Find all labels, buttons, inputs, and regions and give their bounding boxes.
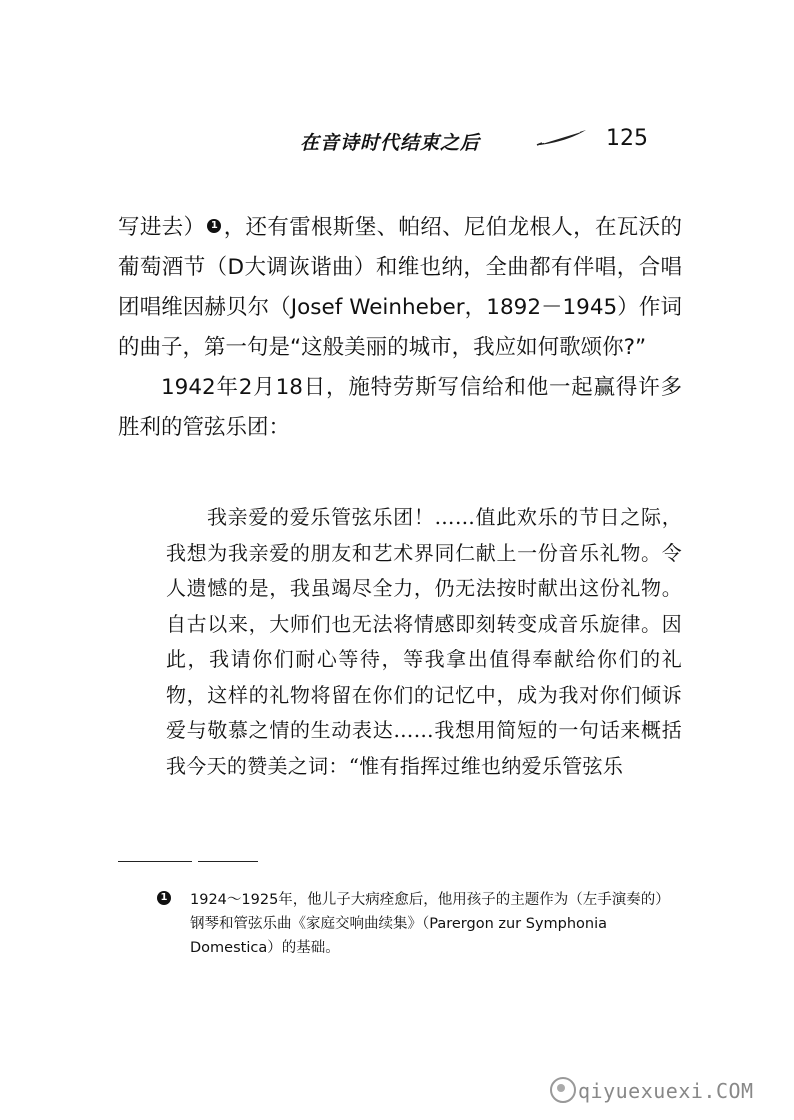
watermark-text: qiyuexuexi.COM <box>578 1079 754 1103</box>
watermark <box>550 1077 754 1103</box>
footnote-divider <box>118 861 192 862</box>
main-text <box>118 208 682 448</box>
paragraph-text: ，还有雷根斯堡、帕绍、尼伯龙根人，在瓦沃的葡萄酒节（D大调诙谐曲）和维也纳，全曲都有伴唱，合唱团唱维因赫贝尔（Josef Weinheber，1892－1945）作词的曲子，第一句是“这般美丽的城市，我应如何歌颂你?” <box>118 215 682 360</box>
quill-pen-icon <box>536 128 588 148</box>
paragraph: 1942年2月18日，施特劳斯写信给和他一起赢得许多胜利的管弦乐团： <box>118 375 682 440</box>
block-quote: 我亲爱的爱乐管弦乐团！……值此欢乐的节日之际，我想为我亲爱的朋友和艺术界同仁献上一份音乐礼物。令人遗憾的是，我虽竭尽全力，仍无法按时献出这份礼物。自古以来，大师们也无法将情感即刻转变成音乐旋律。因此，我请你们耐心等待，等我拿出值得奉献给你们的礼物，这样的礼物将留在你们的记忆中，成为我对你们倾诉爱与敬慕之情的生动表达……我想用简短的一句话来概括我今天的赞美之词：“惟有指挥过维也纳爱乐管弦乐 <box>166 505 682 778</box>
footnote-text: 1924～1925年，他儿子大病痊愈后，他用孩子的主题作为（左手演奏的）钢琴和管弦乐曲《家庭交响曲续集》（Parergon zur Symphonia Domestica）的基础。 <box>190 892 670 956</box>
footnote <box>160 888 682 960</box>
footnote-reference: 1 <box>207 219 221 233</box>
paragraph <box>118 208 682 368</box>
footnote-marker: 1 <box>157 891 171 905</box>
page-number: 125 <box>606 126 648 151</box>
paragraph-text: 写进去） <box>118 215 206 240</box>
site-logo-icon <box>550 1077 576 1103</box>
running-head-title: 在音诗时代结束之后 <box>300 132 481 154</box>
footnote-divider <box>198 861 258 862</box>
page-header <box>300 124 660 160</box>
